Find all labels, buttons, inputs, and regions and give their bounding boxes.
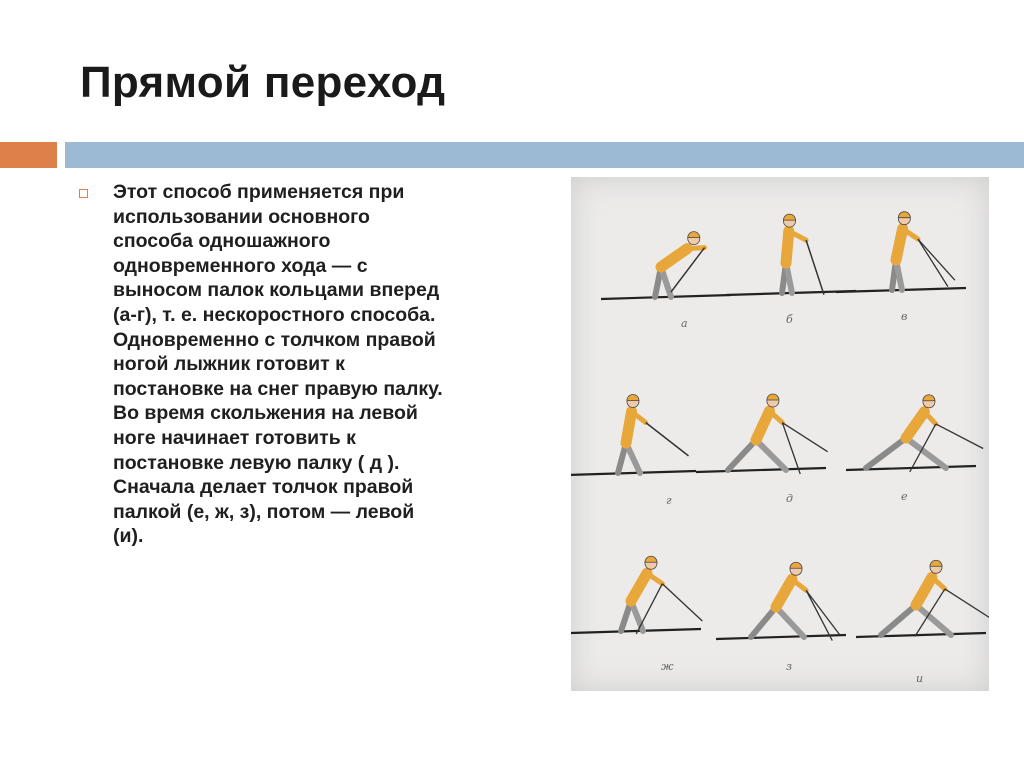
ski-pole [806, 590, 840, 634]
cap [767, 394, 779, 400]
cap [783, 214, 795, 220]
ski-pole [918, 239, 948, 287]
skier-figure [601, 232, 731, 299]
skier-figure [836, 212, 966, 292]
ski-pole [945, 589, 989, 618]
skier-illustration [571, 177, 989, 691]
torso [626, 411, 632, 443]
leg [751, 607, 776, 637]
ski-pole [806, 590, 832, 640]
skier-figure [846, 395, 983, 472]
leg [776, 607, 804, 637]
figure-label: и [916, 672, 924, 685]
torso [631, 573, 647, 601]
ski-pole [782, 423, 827, 452]
skier-figure [856, 560, 989, 637]
cap [627, 394, 639, 400]
figure-label: е [901, 490, 908, 503]
ski-pole [936, 424, 983, 449]
ski [856, 633, 986, 637]
torso [916, 577, 932, 605]
ski-pole [806, 240, 824, 295]
figure-label: а [681, 317, 688, 330]
title-accent-bar [0, 142, 57, 168]
torso [756, 411, 770, 440]
cap [645, 556, 657, 562]
cap [923, 395, 935, 401]
arm [687, 248, 704, 249]
figure-label: д [786, 492, 793, 505]
skier-figure [716, 562, 846, 640]
cap [898, 212, 910, 218]
ski [601, 295, 731, 299]
ski [696, 468, 826, 472]
leg [756, 440, 786, 470]
ski [571, 471, 696, 475]
cap [790, 562, 802, 568]
figure-label: б [786, 313, 793, 326]
torso [786, 231, 789, 263]
torso [896, 229, 903, 260]
cap [930, 560, 942, 566]
ski [571, 629, 701, 633]
ski-pole [918, 239, 955, 280]
leg [881, 605, 916, 635]
leg [728, 440, 756, 470]
torso [906, 412, 924, 438]
title-underline-bar [65, 142, 1024, 168]
body-paragraph: Этот способ применяется при использовании основного способа одношажного одновременного хода — с выносом палок кольцами вперед (а-г), т. е. нескоростного способа. Одновременно с толчком правой ногой лыжник готовит к постановке на снег правую палку. Во время скольжения на левой ноге начинает готовить к постановке левую палку ( д ). Сначала делает толчок правой палкой (е, ж, з), потом — левой (и). [113, 181, 443, 548]
torso [776, 579, 792, 607]
cap [688, 232, 700, 238]
skier-sequence-figure [571, 177, 989, 691]
ski [716, 635, 846, 639]
hollow-square-icon [79, 189, 88, 198]
torso [661, 249, 687, 267]
figure-label: г [666, 494, 672, 507]
ski-pole [646, 423, 689, 456]
skier-figure [571, 556, 702, 634]
leg [866, 438, 906, 468]
figure-label: ж [661, 660, 674, 673]
skier-figure [696, 394, 828, 474]
ski-pole [662, 584, 702, 621]
figure-label: в [901, 310, 908, 323]
skier-figure [571, 394, 696, 475]
figure-label: з [786, 660, 792, 673]
skier-figure [726, 214, 856, 295]
slide-title: Прямой переход [80, 58, 446, 107]
leg [916, 605, 951, 635]
